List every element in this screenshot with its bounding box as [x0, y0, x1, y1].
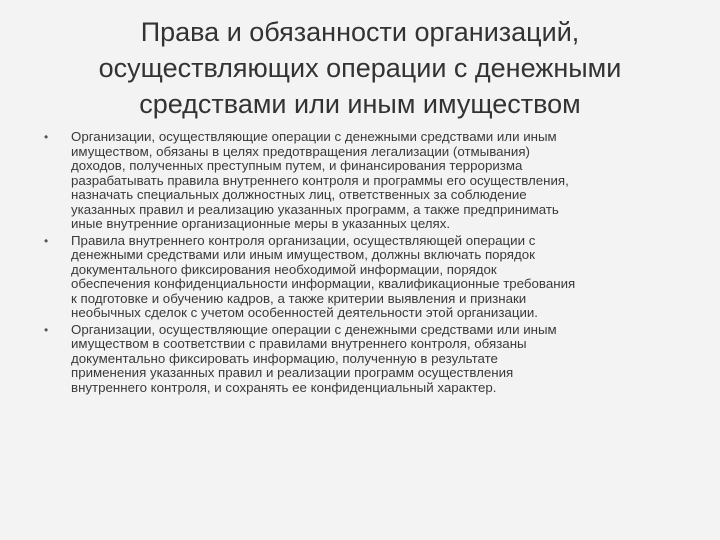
text-line: разрабатывать правила внутреннего контроля и программы его осуществления,: [71, 172, 569, 188]
text-line: указанных правил и реализацию указанных программ, а также предпринимать: [71, 201, 559, 217]
title-line: Права и обязанности организаций,: [140, 17, 580, 47]
text-line: внутреннего контроля, и сохранять ее конфиденциальный характер.: [71, 379, 497, 395]
text-line: применения указанных правил и реализации программ осуществления: [71, 365, 514, 380]
bullet-dot-icon: •: [44, 130, 49, 144]
bullet-item: [38, 130, 688, 232]
text-line: Организации, осуществляющие операции с денежными средствами или иным: [71, 321, 557, 337]
text-line: иные внутренние организационные меры в указанных целях.: [71, 216, 451, 231]
text-line: необычных сделок с учетом особенностей деятельности этой организации.: [71, 305, 538, 320]
text-line: имуществом, обязаны в целях предотвращения легализации (отмывания): [71, 143, 530, 159]
text-line: назначать специальных должностных лиц, ответственных за соблюдение: [71, 187, 527, 202]
bullet-dot-icon: •: [44, 233, 49, 248]
text-line: документального фиксирования необходимой информации, порядок: [71, 261, 497, 277]
bullet-text: [71, 130, 688, 232]
text-line: к подготовке и обучению кадров, а также критерии выявления и признаки: [71, 290, 527, 306]
text-line: Правила внутреннего контроля организации, осуществляющей операции с: [71, 232, 536, 248]
bullet-item: [38, 234, 688, 321]
bullet-list: [38, 130, 688, 397]
bullet-text: [71, 323, 688, 396]
text-line: Организации, осуществляющие операции с денежными средствами или иным: [71, 129, 557, 144]
bullet-text: [71, 234, 688, 321]
text-line: имуществом в соответствии с правилами внутреннего контроля, обязаны: [71, 336, 527, 351]
bullet-item: [38, 323, 688, 396]
text-line: доходов, полученных преступным путем, и финансирования терроризма: [71, 158, 523, 173]
title-line: средствами или иным имуществом: [139, 89, 581, 119]
title-line: осуществляющих операции с денежными: [98, 53, 622, 83]
page-title: [20, 14, 700, 122]
bullet-dot-icon: •: [44, 322, 49, 337]
text-line: документально фиксировать информацию, полученную в результате: [71, 350, 498, 366]
text-line: денежными средствами или иным имуществом, должны включать порядок: [71, 247, 535, 262]
text-line: обеспечения конфиденциальности информации, квалификационные требования: [71, 276, 576, 291]
